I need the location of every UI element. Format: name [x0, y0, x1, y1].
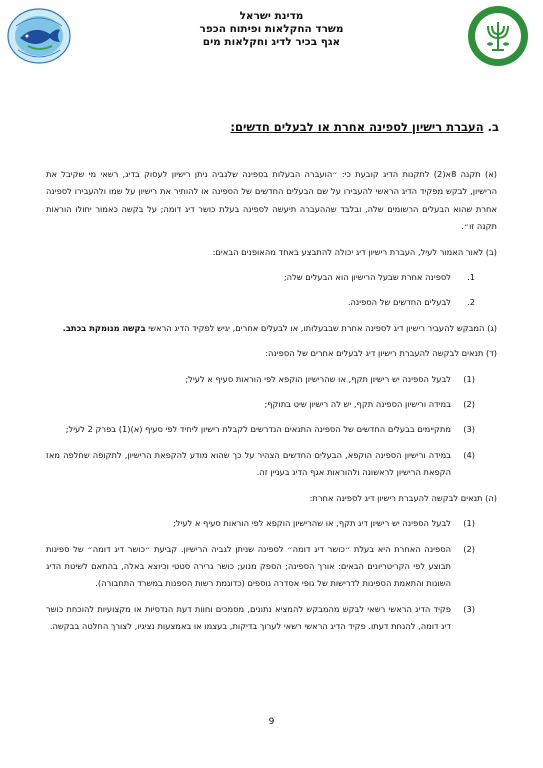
section-marker: ב. — [487, 120, 499, 134]
paragraph-b: (ב) לאור האמור לעיל, העברת רישיון דיג יכולה להתבצע באחד מהאופנים הבאים: — [212, 246, 497, 257]
paragraph-a: (א) תקנה 8א(2) לתקנות הדיג קובעת כי: ״הועברה הבעלות בספינה שלגביה ניתן רישיון לעסוק בדיג, רשאי מי שקיבל את הרישיון, לבקש מפקיד הדיג הראשי להעבירו על שם הבעלים החדשים של הספינה או להותיר את רישיון על שמו ולהעבירו לספינה אחרת שהוא הבעלים הרשומים שלה, ובלבד שההעברה תיעשה לספינה בעלת כושר דיג דומה; על בקשה כאמור יחולו הוראות תקנה זו״. — [46, 169, 497, 232]
page-number: 9 — [268, 717, 275, 727]
fisheries-logo — [6, 6, 72, 66]
list-item-number: (3) — [463, 603, 475, 614]
list-item — [46, 515, 475, 532]
list-item-number: 2. — [467, 297, 475, 308]
list-item-number: (1) — [463, 373, 475, 384]
list-item-number: (2) — [463, 399, 475, 410]
list-item — [46, 294, 475, 311]
section-title — [230, 120, 499, 134]
paragraph-c-bold: בקשה מנומקת בכתב. — [62, 322, 146, 333]
list-item-text: פקיד הדיג הראשי רשאי לבקש מהמבקש להמציא נתונים, מסמכים וחוות דעת הנדסיות או מקצועיות להוכחת כושר דיג דומה, להנחת דעתו. פקיד הדיג הראשי רשאי לערוך בדיקות, בעצמו או באמצעות נציגיו, לצורך החלטה בבקשה. — [46, 603, 451, 632]
list-item — [46, 421, 475, 438]
list-item-text: מתקיימים בבעלים החדשים של הספינה התנאים הנדרשים לקבלת רישיון ליחיד לפי סעיף (א)(1) בפרק 2 לעיל; — [65, 424, 451, 435]
list-item-text: לבעלים החדשים של הספינה. — [347, 297, 451, 308]
paragraph-c — [46, 320, 497, 337]
paragraph-d: (ד) תנאים לבקשה להעברת רישיון דיג לבעלים אחרים של הספינה: — [265, 348, 497, 359]
paragraph-c-text: (ג) המבקש להעביר רישיון דיג לספינה אחרת שבבעלותו, או לבעלים אחרים, יגיש לפקיד הדיג הראשי — [148, 322, 497, 333]
letterhead — [150, 10, 393, 49]
list-item — [46, 396, 475, 413]
letterhead-line-2: משרד החקלאות ופיתוח הכפר — [199, 23, 344, 35]
ministry-emblem — [466, 4, 530, 68]
letterhead-line-1: מדינת ישראל — [239, 10, 304, 22]
list-item-text: לבעל הספינה יש רישיון תקף, או שהרישיון הוקפא לפי הוראות סעיף א לעיל; — [185, 373, 451, 384]
list-item — [46, 601, 475, 636]
list-item-number: (2) — [463, 543, 475, 554]
section-heading: העברת רישיון לספינה אחרת או לבעלים חדשים: — [230, 120, 484, 134]
list-item-number: (3) — [463, 424, 475, 435]
paragraph-e: (ה) תנאים לבקשה להעברת רישיון דיג לספינה אחרת: — [309, 492, 497, 503]
list-item — [46, 447, 475, 482]
list-item-text: לספינה אחרת שבעל הרישיון הוא הבעלים שלה; — [283, 272, 451, 283]
list-item-number: 1. — [467, 272, 475, 283]
list-item — [46, 269, 475, 286]
list-item-text: לבעל הספינה יש רישיון דיג תקף, או שהרישיון הוקפא לפי הוראות סעיף א לעיל; — [172, 518, 451, 529]
list-item — [46, 541, 475, 593]
list-item-text: הספינה האחרת היא בעלת ״כושר דיג דומה״ לספינה שניתן לגביה הרישיון. קביעת ״כושר דיג דומה״ של ספינות תבוצע לפי הקריטריונים הבאים: אורך הספינה; הספק מנוע; כושר גרירה סטטי וכיוצא באלה, בהתאם לשיטת הדיג השונות והתאמת הספינות לדרישות של גופי אסדרה נוספים (כדוגמת רשות הספנות במשרד התחבורה). — [46, 543, 451, 589]
list-item-number: (4) — [463, 449, 475, 460]
list-item-text: במידה ורישיון הספינה תקף, יש לה רישיון שיט בתוקף; — [264, 399, 451, 410]
document-body — [46, 166, 497, 644]
list-item-number: (1) — [463, 518, 475, 529]
list-item — [46, 371, 475, 388]
letterhead-line-3: אגף בכיר לדיג וחקלאות מים — [202, 36, 341, 48]
list-item-text: במידה ורישיון הספינה הוקפא, הבעלים החדשים הצהיר על כך שהוא מודע להקפאת הרישיון, לתקופה שחלפה מאז הקפאת הרישיון לראשונה ולהוראות אגף הדיג בעניין זה. — [46, 449, 451, 478]
